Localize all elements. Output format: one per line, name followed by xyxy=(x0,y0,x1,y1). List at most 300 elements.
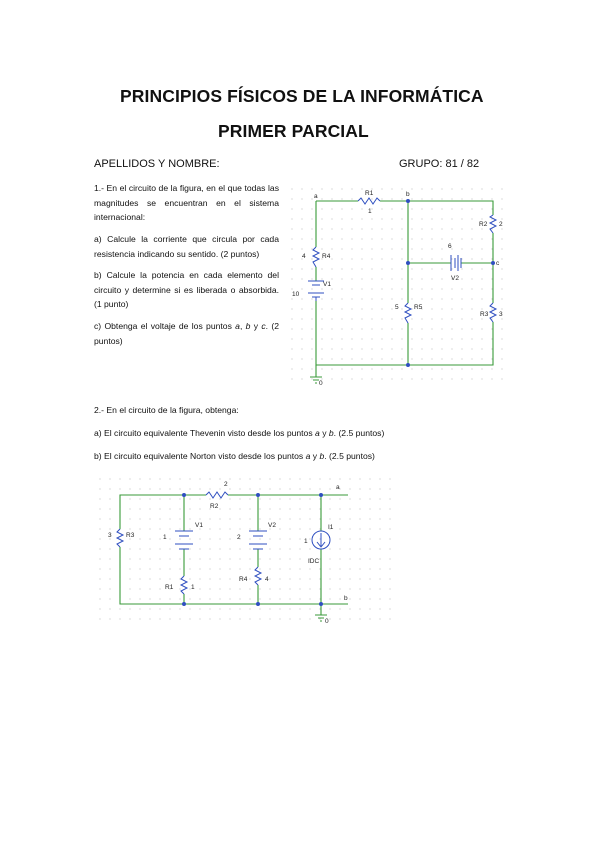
grid-dot xyxy=(310,529,311,530)
grid-dot xyxy=(130,599,131,600)
r5-value: 5 xyxy=(395,304,399,311)
grid-dot xyxy=(342,219,343,220)
grid-dot xyxy=(170,519,171,520)
idc-label: IDC xyxy=(308,558,320,565)
grid-dot xyxy=(322,199,323,200)
grid-dot xyxy=(302,279,303,280)
grid-dot xyxy=(190,509,191,510)
grid-dot xyxy=(350,479,351,480)
grid-dot xyxy=(472,269,473,270)
grid-dot xyxy=(390,549,391,550)
grid-dot xyxy=(492,289,493,290)
grid-dot xyxy=(382,269,383,270)
grid-dot xyxy=(330,509,331,510)
grid-dot xyxy=(322,319,323,320)
grid-dot xyxy=(422,209,423,210)
node-a-label: a xyxy=(314,193,318,200)
grid-dot xyxy=(402,319,403,320)
grid-dot xyxy=(382,349,383,350)
grid-dot xyxy=(120,619,121,620)
grid-dot xyxy=(290,529,291,530)
grid-dot xyxy=(310,539,311,540)
grid-dot xyxy=(432,319,433,320)
grid-dot xyxy=(350,569,351,570)
grid-dot xyxy=(492,309,493,310)
grid-dot xyxy=(140,599,141,600)
grid-dot xyxy=(462,269,463,270)
grid-dot xyxy=(452,339,453,340)
r4-value: 4 xyxy=(265,576,269,583)
grid-dot xyxy=(472,289,473,290)
current-source-icon xyxy=(312,531,330,549)
grid-dot xyxy=(312,359,313,360)
grid-dot xyxy=(472,329,473,330)
grid-dot xyxy=(340,479,341,480)
r2-resistor xyxy=(490,215,496,233)
grid-dot xyxy=(402,229,403,230)
grid-dot xyxy=(372,219,373,220)
grid-dot xyxy=(332,309,333,310)
grid-dot xyxy=(150,539,151,540)
grid-dot xyxy=(362,269,363,270)
grid-dot xyxy=(240,479,241,480)
grid-dot xyxy=(332,249,333,250)
grid-dot xyxy=(260,559,261,560)
v2-label: V2 xyxy=(268,522,276,529)
grid-dot xyxy=(140,479,141,480)
grid-dot xyxy=(330,519,331,520)
grid-dot xyxy=(240,559,241,560)
grid-dot xyxy=(110,519,111,520)
grid-dot xyxy=(342,209,343,210)
grid-dot xyxy=(332,279,333,280)
grid-dot xyxy=(140,529,141,530)
grid-dot xyxy=(150,589,151,590)
grid-dot xyxy=(472,279,473,280)
grid-dot xyxy=(362,279,363,280)
grid-dot xyxy=(170,499,171,500)
grid-dot xyxy=(100,559,101,560)
grid-dot xyxy=(380,579,381,580)
grid-dot xyxy=(240,549,241,550)
grid-dot xyxy=(352,299,353,300)
grid-dot xyxy=(422,299,423,300)
grid-dot xyxy=(442,339,443,340)
grid-dot xyxy=(280,489,281,490)
grid-dot xyxy=(150,549,151,550)
grid-dot xyxy=(260,519,261,520)
grid-dot xyxy=(270,479,271,480)
grid-dot xyxy=(482,299,483,300)
grid-dot xyxy=(350,509,351,510)
grid-dot xyxy=(340,489,341,490)
grid-dot xyxy=(402,219,403,220)
grid-dot xyxy=(462,239,463,240)
grid-dot xyxy=(392,339,393,340)
grid-dot xyxy=(370,559,371,560)
grid-dot xyxy=(492,349,493,350)
grid-dot xyxy=(372,369,373,370)
grid-dot xyxy=(250,539,251,540)
grid-dot xyxy=(352,289,353,290)
grid-dot xyxy=(292,339,293,340)
grid-dot xyxy=(160,619,161,620)
grid-dot xyxy=(452,369,453,370)
grid-dot xyxy=(130,569,131,570)
grid-dot xyxy=(462,199,463,200)
grid-dot xyxy=(230,599,231,600)
ground-label: 0 xyxy=(319,380,323,387)
grid-dot xyxy=(482,229,483,230)
grid-dot xyxy=(210,559,211,560)
grid-dot xyxy=(332,199,333,200)
q2-part-a-text: a) El circuito equivalente Thevenin visto desde los puntos xyxy=(94,428,316,438)
grid-dot xyxy=(100,609,101,610)
grid-dot xyxy=(332,229,333,230)
grid-dot xyxy=(402,379,403,380)
grid-dot xyxy=(210,619,211,620)
grid-dot xyxy=(350,589,351,590)
grid-dot xyxy=(432,329,433,330)
grid-dot xyxy=(502,249,503,250)
grid-dot xyxy=(302,339,303,340)
grid-dot xyxy=(340,589,341,590)
grid-dot xyxy=(380,559,381,560)
r2-resistor xyxy=(206,492,228,498)
grid-dot xyxy=(250,569,251,570)
grid-dot xyxy=(290,579,291,580)
grid-dot xyxy=(350,549,351,550)
grid-dot xyxy=(502,259,503,260)
grid-dot xyxy=(422,279,423,280)
grid-dot xyxy=(352,309,353,310)
grid-dot xyxy=(130,559,131,560)
grid-dot xyxy=(342,379,343,380)
grid-dot xyxy=(412,319,413,320)
grid-dot xyxy=(412,189,413,190)
r1-resistor xyxy=(358,198,380,204)
grid-dot xyxy=(482,189,483,190)
r3-resistor xyxy=(117,529,123,547)
grid-dot xyxy=(432,209,433,210)
grid-dot xyxy=(332,359,333,360)
grid-dot xyxy=(352,219,353,220)
circuit-2-diagram xyxy=(96,475,396,625)
q2-part-b-b: b xyxy=(319,451,325,461)
v1-label: V1 xyxy=(323,281,331,288)
grid-dot xyxy=(302,249,303,250)
grid-dot xyxy=(270,589,271,590)
grid-dot xyxy=(412,199,413,200)
grid-dot xyxy=(292,219,293,220)
grid-dot xyxy=(390,519,391,520)
grid-dot xyxy=(382,299,383,300)
grid-dot xyxy=(432,189,433,190)
grid-dot xyxy=(462,259,463,260)
grid-dot xyxy=(402,199,403,200)
grid-dot xyxy=(260,489,261,490)
grid-dot xyxy=(412,269,413,270)
grid-dot xyxy=(340,509,341,510)
grid-dot xyxy=(342,269,343,270)
grid-dot xyxy=(292,329,293,330)
grid-dot xyxy=(370,499,371,500)
grid-dot xyxy=(390,609,391,610)
grid-dot xyxy=(452,189,453,190)
grid-dot xyxy=(502,369,503,370)
grid-dot xyxy=(390,489,391,490)
r4-resistor xyxy=(313,247,319,267)
grid-dot xyxy=(360,519,361,520)
grid-dot xyxy=(412,219,413,220)
grid-dot xyxy=(130,609,131,610)
grid-dot xyxy=(362,219,363,220)
grid-dot xyxy=(392,319,393,320)
grid-dot xyxy=(110,569,111,570)
grid-dot xyxy=(462,279,463,280)
grid-dot xyxy=(170,529,171,530)
grid-dot xyxy=(100,569,101,570)
grid-dot xyxy=(362,379,363,380)
grid-dot xyxy=(332,289,333,290)
grid-dot xyxy=(300,599,301,600)
grid-dot xyxy=(322,309,323,310)
grid-dot xyxy=(342,329,343,330)
grid-dot xyxy=(130,479,131,480)
grid-dot xyxy=(270,499,271,500)
r4-label: R4 xyxy=(322,253,331,260)
grid-dot xyxy=(422,259,423,260)
grid-dot xyxy=(362,349,363,350)
grid-dot xyxy=(382,339,383,340)
grid-dot xyxy=(290,519,291,520)
grid-dot xyxy=(250,589,251,590)
grid-dot xyxy=(482,359,483,360)
grid-dot xyxy=(280,609,281,610)
grid-dot xyxy=(432,299,433,300)
grid-dot xyxy=(312,189,313,190)
grid-dot xyxy=(472,359,473,360)
grid-dot xyxy=(210,529,211,530)
grid-dot xyxy=(260,479,261,480)
grid-dot xyxy=(462,209,463,210)
grid-dot xyxy=(372,329,373,330)
q2-part-a-post: . (2.5 puntos) xyxy=(333,428,385,438)
grid-dot xyxy=(392,369,393,370)
grid-dot xyxy=(130,589,131,590)
grid-dot xyxy=(352,199,353,200)
grid-dot xyxy=(370,509,371,510)
grid-dot xyxy=(472,349,473,350)
q1-part-b: b) Calcule la potencia en cada elemento del circuito y determine si es liberada o absorbida. (1 punto) xyxy=(94,270,279,309)
grid-dot xyxy=(340,559,341,560)
grid-dot xyxy=(332,269,333,270)
grid-dot xyxy=(190,559,191,560)
grid-dot xyxy=(292,249,293,250)
grid-dot xyxy=(432,249,433,250)
grid-dot xyxy=(402,209,403,210)
grid-dot xyxy=(200,509,201,510)
grid-dot xyxy=(300,569,301,570)
grid-dot xyxy=(412,379,413,380)
grid-dot xyxy=(462,379,463,380)
grid-dot xyxy=(300,519,301,520)
grid-dot xyxy=(352,329,353,330)
grid-dot xyxy=(330,619,331,620)
grid-dot xyxy=(312,319,313,320)
grid-dot xyxy=(370,489,371,490)
grid-dot xyxy=(452,229,453,230)
grid-dot xyxy=(302,239,303,240)
grid-dot xyxy=(482,219,483,220)
grid-dot xyxy=(372,339,373,340)
grid-dot xyxy=(422,379,423,380)
grid-dot xyxy=(210,489,211,490)
r3-label: R3 xyxy=(126,532,135,539)
grid-dot xyxy=(322,229,323,230)
grid-dot xyxy=(472,199,473,200)
grid-dot xyxy=(270,579,271,580)
grid-dot xyxy=(110,619,111,620)
grid-dot xyxy=(362,339,363,340)
grid-dot xyxy=(370,579,371,580)
grid-dot xyxy=(342,319,343,320)
grid-dot xyxy=(180,589,181,590)
grid-dot xyxy=(340,549,341,550)
node-c-label: c xyxy=(496,260,500,267)
grid-dot xyxy=(332,369,333,370)
grid-dot xyxy=(482,339,483,340)
grid-dot xyxy=(380,619,381,620)
grid-dot xyxy=(190,519,191,520)
grid-dot xyxy=(200,479,201,480)
grid-dot xyxy=(452,239,453,240)
grid-dot xyxy=(342,239,343,240)
grid-dot xyxy=(342,299,343,300)
grid-dot xyxy=(422,219,423,220)
grid-dot xyxy=(190,499,191,500)
grid-dot xyxy=(432,339,433,340)
grid-dot xyxy=(312,279,313,280)
grid-dot xyxy=(190,549,191,550)
grid-dot xyxy=(110,609,111,610)
v1-value: 10 xyxy=(292,291,300,298)
grid-dot xyxy=(492,299,493,300)
grid-dot xyxy=(312,309,313,310)
grid-dot xyxy=(260,609,261,610)
grid-dot xyxy=(482,329,483,330)
grid-dot xyxy=(392,189,393,190)
grid-dot xyxy=(492,209,493,210)
grid-dot xyxy=(160,579,161,580)
grid-dot xyxy=(140,519,141,520)
grid-dot xyxy=(330,609,331,610)
grid-dot xyxy=(220,489,221,490)
grid-dot xyxy=(402,339,403,340)
grid-dot xyxy=(390,509,391,510)
r3-value: 3 xyxy=(499,311,503,318)
grid-dot xyxy=(312,379,313,380)
r4-resistor xyxy=(255,567,261,585)
r1-label: R1 xyxy=(165,584,174,591)
grid-dot xyxy=(330,569,331,570)
grid-dot xyxy=(432,259,433,260)
q2-part-b-y: y xyxy=(310,451,320,461)
grid-dot xyxy=(362,369,363,370)
grid-dot xyxy=(402,329,403,330)
grid-dot xyxy=(210,549,211,550)
grid-dot xyxy=(350,609,351,610)
grid-dot xyxy=(302,319,303,320)
grid-dot xyxy=(160,609,161,610)
node-b-label: b xyxy=(406,191,410,198)
grid-dot xyxy=(240,589,241,590)
grid-dot xyxy=(312,229,313,230)
grid-dot xyxy=(432,239,433,240)
grid-dot xyxy=(190,489,191,490)
grid-dot xyxy=(310,479,311,480)
grid-dot xyxy=(270,619,271,620)
grid-dot xyxy=(280,599,281,600)
grid-dot xyxy=(200,569,201,570)
grid-dot xyxy=(362,259,363,260)
grid-dot xyxy=(230,509,231,510)
grid-dot xyxy=(462,189,463,190)
grid-dot xyxy=(320,479,321,480)
grid-dot xyxy=(220,559,221,560)
grid-dot xyxy=(402,369,403,370)
q2-part-a xyxy=(94,426,514,441)
grid-dot xyxy=(432,369,433,370)
grid-dot xyxy=(392,299,393,300)
grid-dot xyxy=(140,559,141,560)
grid-dot xyxy=(320,499,321,500)
grid-dot xyxy=(250,509,251,510)
grid-dot xyxy=(312,249,313,250)
grid-dot xyxy=(300,499,301,500)
grid-dot xyxy=(190,569,191,570)
grid-dot xyxy=(220,519,221,520)
grid-dot xyxy=(180,509,181,510)
grid-dot xyxy=(502,339,503,340)
grid-dot xyxy=(302,369,303,370)
grid-dot xyxy=(452,289,453,290)
grid-dot xyxy=(130,499,131,500)
grid-dot xyxy=(290,489,291,490)
grid-dot xyxy=(472,379,473,380)
grid-dot xyxy=(312,369,313,370)
q2-part-a-b: b xyxy=(328,428,334,438)
grid-dot xyxy=(370,569,371,570)
grid-dot xyxy=(452,249,453,250)
grid-dot xyxy=(230,579,231,580)
grid-dot xyxy=(290,509,291,510)
grid-dot xyxy=(372,239,373,240)
grid-dot xyxy=(340,609,341,610)
grid-dot xyxy=(392,329,393,330)
ground-label: 0 xyxy=(325,618,329,625)
grid-dot xyxy=(462,329,463,330)
grid-dot xyxy=(240,509,241,510)
grid-dot xyxy=(382,289,383,290)
grid-dot xyxy=(462,309,463,310)
grid-dot xyxy=(502,219,503,220)
grid-dot xyxy=(452,379,453,380)
grid-dot xyxy=(380,549,381,550)
grid-dot xyxy=(170,509,171,510)
grid-dot xyxy=(100,579,101,580)
grid-dot xyxy=(200,559,201,560)
